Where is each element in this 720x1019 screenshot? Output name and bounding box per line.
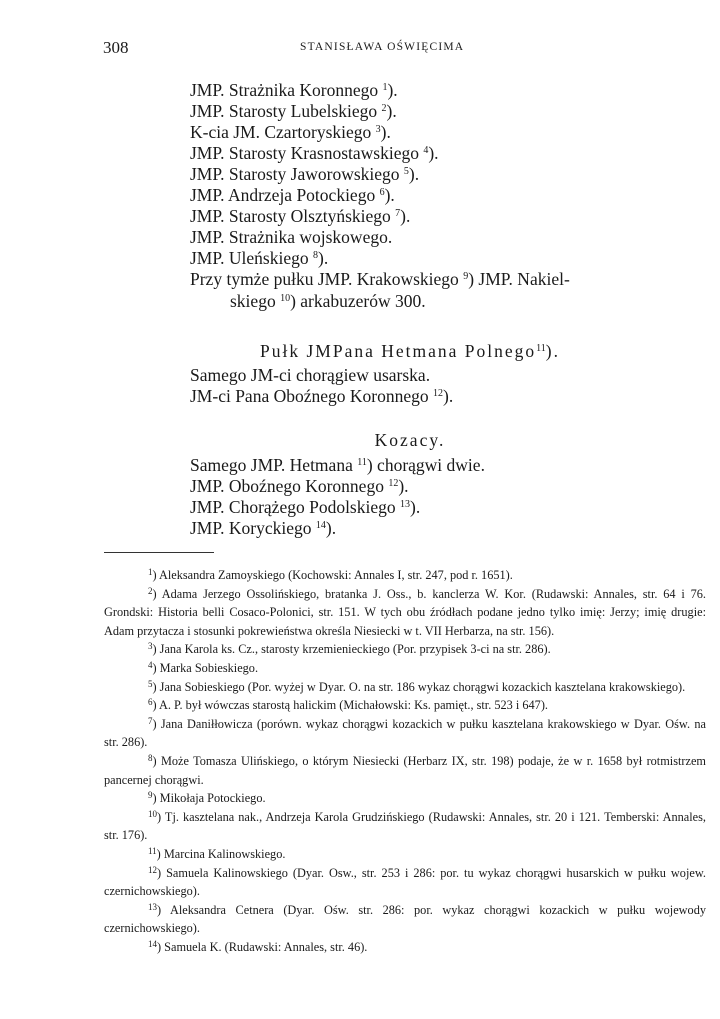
entry-line: JMP. Uleńskiego $^8$). [190,248,329,268]
footnote-ref: 13 [400,499,410,510]
footnote-ref: 4 [423,145,429,156]
footnote-ref: 11 [357,457,367,468]
footnote-ref: 10 [280,293,291,304]
entry-line: JMP. Starosty Jaworowskiego $^5$). [190,164,420,184]
footnote: $^4$) Marka Sobieskiego. [148,659,259,675]
entry-line: JMP. Starosty Krasnostawskiego $^4$). [190,143,439,163]
footnote: $^{14}$) Samuela K. (Rudawski: Annales, str. 46). [148,938,368,954]
footnote: $^3$) Jana Karola ks. Cz., starosty krzemienieckiego (Por. przypisek 3-ci na str. 286). [148,641,551,657]
footnotes [104,566,706,956]
entry-line: JMP. Starosty Lubelskiego $^2$). [190,101,397,121]
footnote-ref: 1 [382,82,388,93]
footnote-ref: 9 [463,271,469,282]
entry-line: JMP. Strażnika wojskowego. [190,227,393,247]
page-number: 308 [103,38,129,57]
footnote-ref: 12 [433,388,444,399]
footnote-ref: 14 [315,520,326,531]
section-heading-hetman: Pułk JMPana Hetmana Polnego$^{11}$). [260,341,560,361]
entry-line: Przy tymże pułku JMP. Krakowskiego $^9$) JMP. Nakiel- [190,269,570,289]
footnote: $^7$) Jana Daniłłowicza (porówn. wykaz chorągwi kozackich w pułku kasztelana krakowskiego w Dyar. Ośw. na str. 286). [104,715,706,750]
footnote-ref: 5 [403,166,409,177]
footnote-ref: 12 [388,478,399,489]
footnote: $^{13}$) Aleksandra Cetnera (Dyar. Ośw. str. 286: por. wykaz chorągwi kozackich w pułku wojewody czernichowskiego). [104,901,706,936]
entry-line: Samego JM-ci chorągiew usarska. [190,365,431,385]
entry-line: skiego $^{10}$) arkabuzerów 300. [230,291,426,311]
entry-line: JMP. Oboźnego Koronnego $^{12}$). [190,476,409,496]
footnote: $^9$) Mikołaja Potockiego. [148,790,266,806]
footnote: $^{11}$) Marcina Kalinowskiego. [148,845,286,861]
footnote-ref: 3 [375,124,381,135]
section-heading-kozacy: Kozacy. [374,430,446,450]
footnote: $^5$) Jana Sobieskiego (Por. wyżej w Dyar. O. na str. 186 wykaz chorągwi kozackich kasztelana krakowskiego). [148,678,686,694]
entry-line: JMP. Starosty Olsztyńskiego $^7$). [190,206,411,226]
entry-line: JMP. Andrzeja Potockiego $^6$). [190,185,395,205]
entry-line: K-cia JM. Czartoryskiego $^3$). [190,122,391,142]
footnote: $^2$) Adama Jerzego Ossolińskiego, bratanka J. Oss., b. kanclerza W. Kor. (Rudawski: Annales, str. 64 i 76. Grondski: Historia belli Cosaco-Polonici, str. 151. W tych obu źródłach podane jedno tylko imię: Jerzy; imię drugie: Adam przytacza i stosunki pokrewieństwa określa Niesiecki w t. VII Herbarza, na str. 156). [104,585,706,638]
footnote: $^{12}$) Samuela Kalinowskiego (Dyar. Osw., str. 253 i 286: por. tu wykaz chorągwi husarskich w pułku wojew. czernichowskiego). [104,864,706,899]
footnote-ref: 8 [313,250,318,261]
entry-line: JMP. Strażnika Koronnego $^1$). [190,80,398,100]
footnote: $^{10}$) Tj. kasztelana nak., Andrzeja Karola Grudzińskiego (Rudawski: Annales, str. 20 i 121. Temberski: Annales, str. 176). [104,808,706,843]
entry-line: JMP. Chorążego Podolskiego $^{13}$). [190,497,421,517]
footnote: $^1$) Aleksandra Zamoyskiego (Kochowski: Annales I, str. 247, pod r. 1651). [148,567,513,582]
footnote-ref: 2 [381,103,387,114]
footnote-ref: 6 [379,187,385,198]
entry-line: JM-ci Pana Oboźnego Koronnego $^{12}$). [190,386,454,406]
running-title: STANISŁAWA OŚWIĘCIMA [300,41,465,53]
entry-line: Samego JMP. Hetmana $^{11}$) chorągwi dwie. [190,455,485,475]
footnote-divider [104,552,214,553]
entry-line: JMP. Koryckiego $^{14}$). [190,518,337,538]
footnote-ref: 11 [536,343,546,354]
footnote-ref: 7 [395,208,401,219]
footnote: $^6$) A. P. był wówczas starostą halickim (Michałowski: Ks. pamięt., str. 523 i 647). [148,697,548,713]
footnote: $^8$) Może Tomasza Ulińskiego, o którym Niesiecki (Herbarz IX, str. 198) podaje, że w r. 1658 był rotmistrzem pancernej chorągwi. [104,752,706,787]
